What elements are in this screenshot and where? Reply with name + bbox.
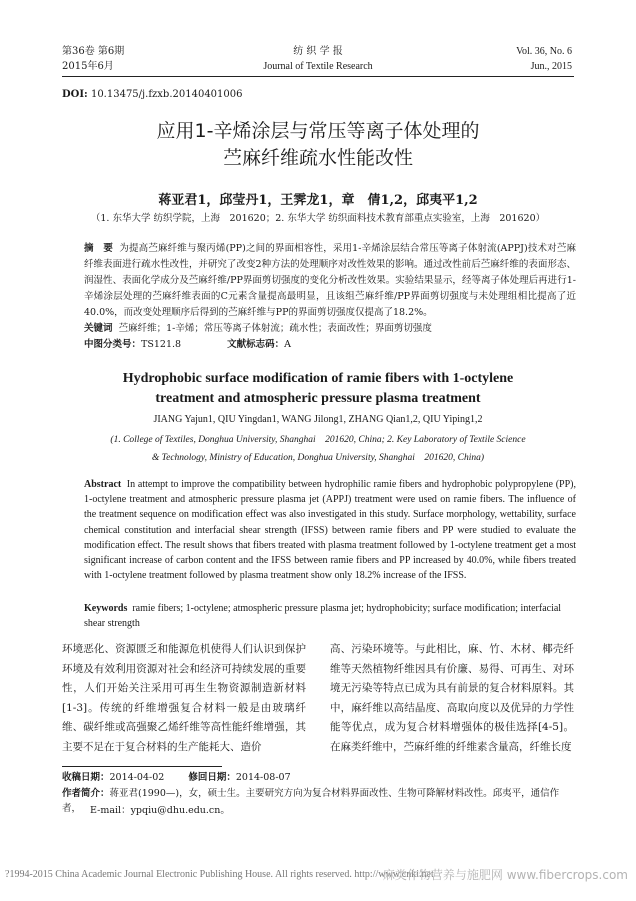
doc-code-value: A <box>284 339 292 350</box>
author-bio-label: 作者简介： <box>62 788 110 799</box>
abstract-cn-text: 为提高苎麻纤维与聚丙烯(PP)之间的界面相容性，采用1-辛烯涂层结合常压等离子体射流(APPJ)技术对苎麻纤维表面进行疏水性改性，并研究了改变2种方法的处理顺序对改性效果的影响。通过改性前后苎麻纤维的表面形态、润湿性、表面化学成分及苎麻纤维/PP界面剪切强度的变化分析改性效果。实验结果显示，经等离子体处理后再进行1-辛烯涂层处理的苎麻纤维表面的C元素含量提高最明显，且该组苎麻纤维/PP界面剪切强度与未处理组相比提高了近40.0%，而改变处理顺序后得到的苎麻纤维与PP的界面剪切强度仅提高了18.2%。 <box>84 243 576 318</box>
volume-issue: 第36卷 第6期 <box>62 46 125 57</box>
abstract-en-text: In attempt to improve the compatibility between hydrophilic ramie fibers and hydrophobic polypropylene (PP), 1-octylene treatment and atmospheric pressure plasma jet (APPJ) treatment were used on ramie fibers. The influence of the treatment sequence on modification effect was also investigated in this study. Surface morphology, wettability, surface chemical constitution and interfacial shear strength (IFSS) between ramie fibers and PP were studied to evaluate the modification effect. The result shows that fibers treated with plasma treatment followed by 1-octylene treatment get a most significant increase of carbon content and the IFSS between ramie fibers and PP increased by 40.0%, while fibers treated with 1-octylene treatment followed by plasma treatment show only 18.2% increase of the IFSS. <box>84 479 576 582</box>
title-cn <box>0 118 636 172</box>
keywords-en-text: ramie fibers; 1-octylene; atmospheric pressure plasma jet; hydrophobicity; surface modification; interfacial shear strength <box>84 603 562 629</box>
classification-cn <box>84 337 576 353</box>
affiliation-en-line2: & Technology, Ministry of Education, Donghua University, Shanghai 201620, China) <box>151 453 485 463</box>
title-cn-line1: 应用1-辛烯涂层与常压等离子体处理的 <box>156 120 480 142</box>
footnote-rule <box>62 766 222 767</box>
affiliation-en-line1: (1. College of Textiles, Donghua University, Shanghai 201620, China; 2. Key Laboratory of Textile Science <box>110 435 526 445</box>
authors-cn: 蒋亚君1，邱莹丹1，王霁龙1，章 倩1,2，邱夷平1,2 <box>158 193 478 208</box>
affiliation-en <box>0 431 636 467</box>
abstract-en-label: Abstract <box>84 479 122 490</box>
keywords-en <box>84 601 576 631</box>
journal-name-cn: 纺 织 学 报 <box>293 46 343 57</box>
title-cn-line2: 苎麻纤维疏水性能改性 <box>222 147 413 169</box>
revised-date: 2014-08-07 <box>235 772 291 783</box>
header-rule <box>62 76 574 77</box>
classification-value: TS121.8 <box>141 339 182 350</box>
volume-en: Vol. 36, No. 6 <box>516 46 572 57</box>
footnote-email: E-mail：ypqiu@dhu.edu.cn。 <box>90 805 230 816</box>
keywords-cn-text: 苎麻纤维；1-辛烯；常压等离子体射流；疏水性；表面改性；界面剪切强度 <box>118 323 432 334</box>
doi-label: DOI: <box>62 89 88 100</box>
keywords-en-label: Keywords <box>84 603 128 614</box>
abstract-en <box>84 477 576 583</box>
journal-name-en: Journal of Textile Research <box>263 61 373 72</box>
received-date: 2014-04-02 <box>109 772 165 783</box>
title-en-line2: treatment and atmospheric pressure plasma treatment <box>155 391 481 406</box>
revised-label: 修回日期： <box>188 772 236 783</box>
doc-code-label: 文献标志码： <box>227 339 285 350</box>
publish-date: 2015年6月 <box>62 61 114 72</box>
affiliation-cn: （1. 东华大学 纺织学院，上海 201620；2. 东华大学 纺织面料技术教育部重点实验室，上海 201620） <box>90 213 546 224</box>
author-bio-text: 蒋亚君(1990—)，女，硕士生。主要研究方向为复合材料界面改性、生物可降解材料改性。邱夷平，通信作者， <box>62 788 560 814</box>
copyright-line: ?1994-2015 China Academic Journal Electronic Publishing House. All rights reserved. http://www.cnki.net <box>5 869 434 880</box>
keywords-cn-label: 关键词 <box>84 323 113 334</box>
abstract-cn-label: 摘 要 <box>84 243 113 254</box>
title-en <box>0 369 636 409</box>
abstract-cn-body <box>84 241 576 321</box>
doi <box>62 89 243 100</box>
site-watermark: 麻类作物营养与施肥网 www.fibercrops.com <box>382 868 628 882</box>
authors-en: JIANG Yajun1, QIU Yingdan1, WANG Jilong1, ZHANG Qian1,2, QIU Yiping1,2 <box>153 414 483 425</box>
received-label: 收稿日期： <box>62 772 110 783</box>
date-en: Jun., 2015 <box>530 61 572 72</box>
doi-value: 10.13475/j.fzxb.20140401006 <box>90 89 243 100</box>
keywords-cn <box>84 321 576 337</box>
title-en-line1: Hydrophobic surface modification of ramie fibers with 1-octylene <box>122 371 514 386</box>
abstract-cn <box>84 241 576 353</box>
classification-label: 中图分类号： <box>84 339 142 350</box>
body-column-right: 高、污染环境等。与此相比，麻、竹、木材、椰壳纤维等天然植物纤维因具有价廉、易得、可再生、对环境无污染等特点已成为具有前景的复合材料原料。其中，麻纤维以高结晶度、高取向度以及优异的力学性能等优点，成为复合材料增强体的极佳选择[4-5]。在麻类纤维中，苎麻纤维的纤维素含量高，纤维长度 <box>330 643 574 753</box>
body-column-left: 环境恶化、资源匮乏和能源危机使得人们认识到保护环境及有效利用资源对社会和经济可持续发展的重要性，人们开始关注采用可再生生物资源制造新材料[1-3]。传统的纤维增强复合材料一般是由玻璃纤维、碳纤维或高强聚乙烯纤维等高性能纤维增强，其主要不足在于复合材料的生产能耗大、造价 <box>62 643 306 753</box>
journal-volume-en <box>516 44 572 74</box>
footnote-dates <box>62 770 574 785</box>
